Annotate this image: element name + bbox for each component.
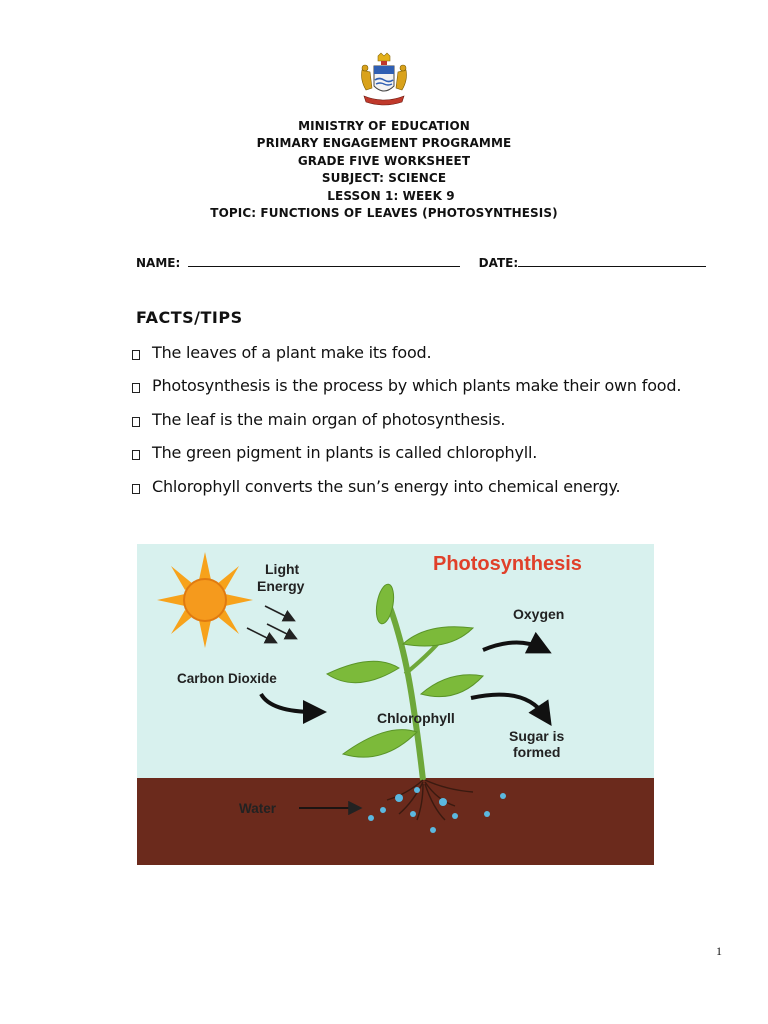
bullet-box-icon	[132, 450, 140, 460]
light-label: Light	[265, 561, 300, 577]
carbon-dioxide-label: Carbon Dioxide	[177, 671, 277, 686]
chlorophyll-label: Chlorophyll	[377, 710, 455, 726]
bullet-box-icon	[132, 350, 140, 360]
programme-title: PRIMARY ENGAGEMENT PROGRAMME	[256, 136, 512, 151]
ministry-title: MINISTRY OF EDUCATION	[298, 119, 470, 133]
grade-title: GRADE FIVE WORKSHEET	[297, 153, 471, 168]
topic-title: TOPIC: FUNCTIONS OF LEAVES (PHOTOSYNTHESIS)	[210, 206, 558, 221]
list-item: The green pigment in plants is called chlorophyll.	[132, 443, 681, 476]
diagram-title: Photosynthesis	[433, 553, 582, 575]
formed-label: formed	[513, 744, 561, 760]
date-label: DATE:	[478, 256, 519, 270]
page-number: 1	[716, 944, 722, 958]
bullet-box-icon	[132, 417, 140, 427]
oxygen-label: Oxygen	[513, 606, 565, 622]
list-item: The leaves of a plant make its food.	[132, 343, 681, 376]
soil-ground	[137, 778, 654, 865]
water-label: Water	[239, 801, 277, 816]
subject-title: SUBJECT: SCIENCE	[321, 171, 447, 186]
lesson-title: LESSON 1: WEEK 9	[327, 188, 455, 203]
bullet-box-icon	[132, 383, 140, 393]
coat-of-arms-logo	[354, 52, 414, 112]
facts-heading: FACTS/TIPS	[136, 308, 243, 327]
name-label: NAME:	[136, 256, 181, 270]
facts-list	[132, 343, 681, 510]
date-field[interactable]	[518, 256, 706, 267]
worksheet-header	[0, 118, 768, 222]
list-item: Photosynthesis is the process by which plants make their own food.	[132, 376, 681, 409]
bullet-box-icon	[132, 484, 140, 494]
photosynthesis-diagram	[137, 544, 654, 865]
name-field[interactable]	[188, 256, 460, 267]
name-date-row	[136, 256, 696, 270]
sun-icon	[157, 552, 253, 648]
list-item: The leaf is the main organ of photosynthesis.	[132, 410, 681, 443]
energy-label: Energy	[257, 578, 305, 594]
sugar-label: Sugar is	[509, 728, 565, 744]
list-item: Chlorophyll converts the sun’s energy into chemical energy.	[132, 477, 681, 510]
